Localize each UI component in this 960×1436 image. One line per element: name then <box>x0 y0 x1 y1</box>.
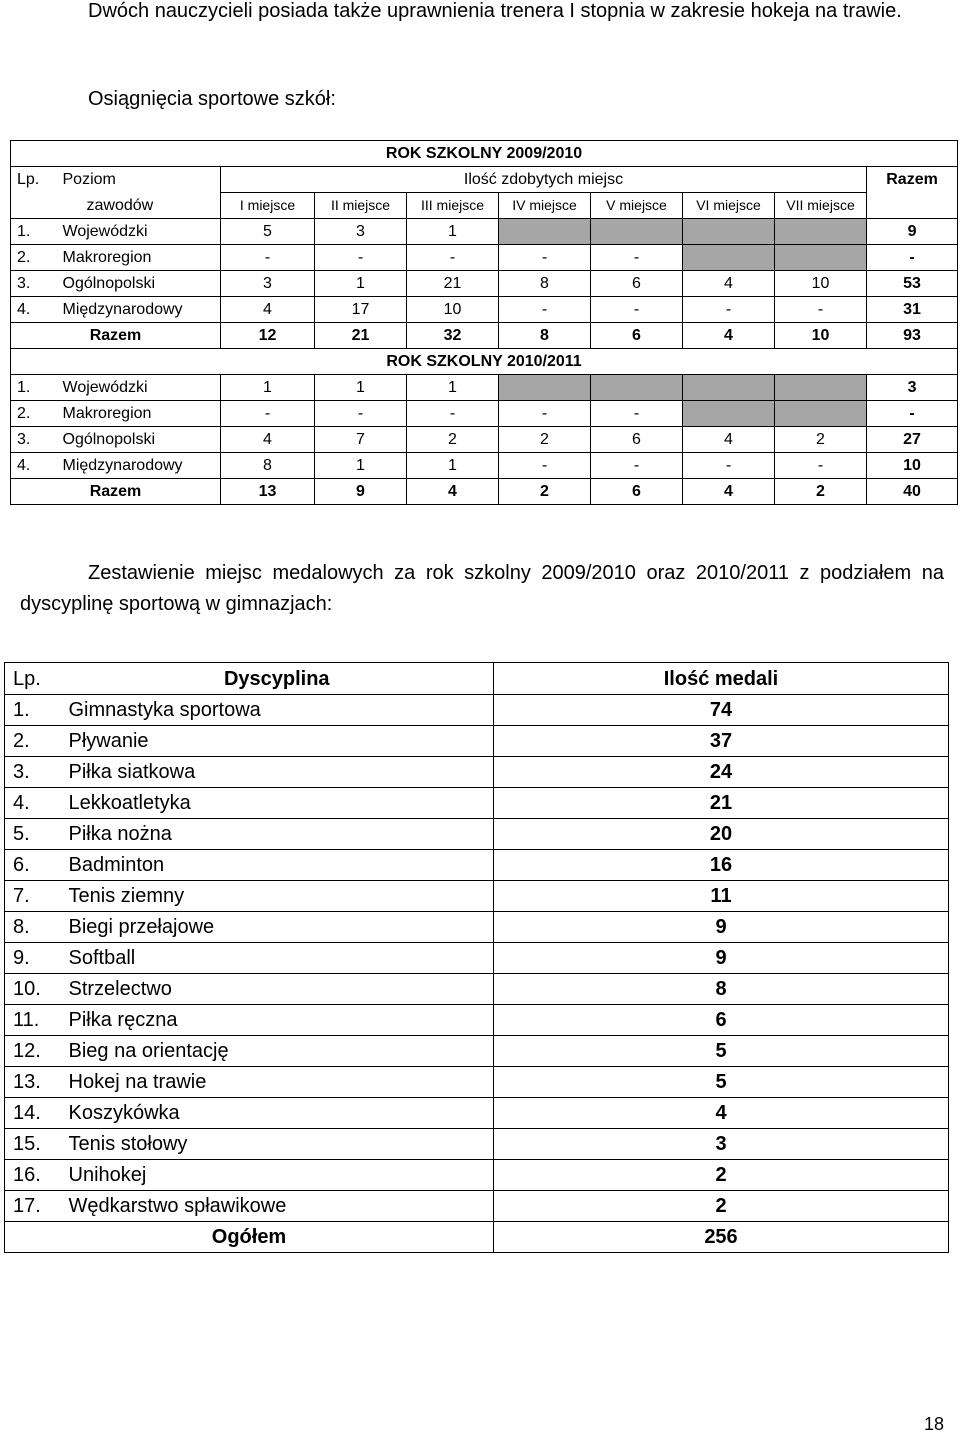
row-number: 15. <box>5 1129 61 1160</box>
sum-label: Razem <box>11 479 221 505</box>
row-number: 5. <box>5 819 61 850</box>
medal-count: 20 <box>494 819 949 850</box>
medal-count: 2 <box>494 1191 949 1222</box>
medals-table <box>4 662 949 1253</box>
place-count: 1 <box>315 453 407 479</box>
discipline-name: Piłka nożna <box>61 819 494 850</box>
sum-value: 12 <box>221 323 315 349</box>
row-number: 1. <box>11 375 57 401</box>
row-number: 4. <box>11 453 57 479</box>
shaded-cell <box>591 219 683 245</box>
row-number: 14. <box>5 1098 61 1129</box>
medal-count: 5 <box>494 1036 949 1067</box>
competition-level: Wojewódzki <box>57 375 221 401</box>
header-row <box>11 167 958 193</box>
discipline-name: Koszykówka <box>61 1098 494 1129</box>
place-count: - <box>221 401 315 427</box>
header-row <box>11 193 958 219</box>
shaded-cell <box>775 375 867 401</box>
discipline-header: Dyscyplina <box>61 663 494 695</box>
row-number: 3. <box>5 757 61 788</box>
sum-value: 8 <box>499 323 591 349</box>
medal-count: 3 <box>494 1129 949 1160</box>
place-count: 8 <box>499 271 591 297</box>
results-row <box>11 271 958 297</box>
results-row <box>11 245 958 271</box>
results-row <box>11 375 958 401</box>
place-count: - <box>683 297 775 323</box>
medal-row <box>5 912 949 943</box>
medal-count: 11 <box>494 881 949 912</box>
place-count: 4 <box>683 271 775 297</box>
row-number: 13. <box>5 1067 61 1098</box>
place-count: 1 <box>315 271 407 297</box>
place-header: III miejsce <box>407 193 499 219</box>
place-count: 1 <box>221 375 315 401</box>
place-count: - <box>591 245 683 271</box>
year-row <box>11 349 958 375</box>
places-header: Ilość zdobytych miejsc <box>221 167 867 193</box>
place-header: VI miejsce <box>683 193 775 219</box>
row-total: 9 <box>867 219 958 245</box>
sum-label: Razem <box>11 323 221 349</box>
medal-row <box>5 1129 949 1160</box>
discipline-name: Unihokej <box>61 1160 494 1191</box>
razem-header-cont <box>867 193 958 219</box>
shaded-cell <box>499 219 591 245</box>
row-number: 2. <box>5 726 61 757</box>
competition-level: Wojewódzki <box>57 219 221 245</box>
row-number: 16. <box>5 1160 61 1191</box>
medal-count: 24 <box>494 757 949 788</box>
discipline-name: Strzelectwo <box>61 974 494 1005</box>
discipline-name: Piłka ręczna <box>61 1005 494 1036</box>
place-count: 1 <box>315 375 407 401</box>
row-total: 53 <box>867 271 958 297</box>
shaded-cell <box>683 219 775 245</box>
row-number: 8. <box>5 912 61 943</box>
discipline-name: Badminton <box>61 850 494 881</box>
summary-paragraph <box>20 558 944 620</box>
discipline-name: Pływanie <box>61 726 494 757</box>
achievements-heading-text: Osiągnięcia sportowe szkół: <box>88 88 336 110</box>
discipline-name: Biegi przełajowe <box>61 912 494 943</box>
medal-count: 21 <box>494 788 949 819</box>
medals-total-row <box>5 1222 949 1253</box>
medal-row <box>5 881 949 912</box>
shaded-cell <box>683 245 775 271</box>
sum-row <box>11 479 958 505</box>
competition-level: Makroregion <box>57 401 221 427</box>
medal-row <box>5 757 949 788</box>
place-count: 1 <box>407 219 499 245</box>
sum-value: 4 <box>683 323 775 349</box>
place-header: IV miejsce <box>499 193 591 219</box>
sum-value: 4 <box>683 479 775 505</box>
poziom-header: Poziom <box>57 167 221 193</box>
medals-header-row <box>5 663 949 695</box>
place-count: - <box>591 297 683 323</box>
place-count: - <box>683 453 775 479</box>
medal-count-header: Ilość medali <box>494 663 949 695</box>
results-row <box>11 427 958 453</box>
row-total: 27 <box>867 427 958 453</box>
place-count: 10 <box>407 297 499 323</box>
place-header: V miejsce <box>591 193 683 219</box>
shaded-cell <box>591 375 683 401</box>
sum-total: 93 <box>867 323 958 349</box>
medal-row <box>5 974 949 1005</box>
place-count: 4 <box>221 427 315 453</box>
results-row <box>11 219 958 245</box>
place-count: - <box>499 401 591 427</box>
sum-value: 10 <box>775 323 867 349</box>
sum-value: 9 <box>315 479 407 505</box>
competition-level: Ogólnopolski <box>57 427 221 453</box>
medal-row <box>5 943 949 974</box>
discipline-name: Softball <box>61 943 494 974</box>
place-count: 8 <box>221 453 315 479</box>
achievements-heading <box>20 84 944 115</box>
total-count: 256 <box>494 1222 949 1253</box>
place-header: II miejsce <box>315 193 407 219</box>
medal-row <box>5 1005 949 1036</box>
place-count: 6 <box>591 271 683 297</box>
place-count: - <box>407 245 499 271</box>
place-count: 10 <box>775 271 867 297</box>
place-count: - <box>221 245 315 271</box>
razem-header: Razem <box>867 167 958 193</box>
lp-header: Lp. <box>11 167 57 193</box>
place-count: - <box>315 401 407 427</box>
row-number: 11. <box>5 1005 61 1036</box>
place-count: 3 <box>221 271 315 297</box>
medal-count: 4 <box>494 1098 949 1129</box>
medal-count: 5 <box>494 1067 949 1098</box>
sum-value: 6 <box>591 479 683 505</box>
place-count: 4 <box>683 427 775 453</box>
results-table <box>10 140 958 505</box>
medal-count: 9 <box>494 912 949 943</box>
competition-level: Międzynarodowy <box>57 453 221 479</box>
row-number: 17. <box>5 1191 61 1222</box>
place-count: - <box>591 453 683 479</box>
sum-value: 6 <box>591 323 683 349</box>
sum-value: 2 <box>775 479 867 505</box>
row-number: 4. <box>5 788 61 819</box>
row-number: 3. <box>11 427 57 453</box>
competition-level: Ogólnopolski <box>57 271 221 297</box>
sum-value: 32 <box>407 323 499 349</box>
sum-value: 13 <box>221 479 315 505</box>
row-number: 1. <box>11 219 57 245</box>
discipline-name: Piłka siatkowa <box>61 757 494 788</box>
shaded-cell <box>775 245 867 271</box>
row-number: 9. <box>5 943 61 974</box>
medal-row <box>5 850 949 881</box>
results-table-body <box>11 141 958 505</box>
row-number: 6. <box>5 850 61 881</box>
medal-count: 9 <box>494 943 949 974</box>
discipline-name: Tenis stołowy <box>61 1129 494 1160</box>
competition-level: Międzynarodowy <box>57 297 221 323</box>
lp-header-cont <box>11 193 57 219</box>
row-total: 3 <box>867 375 958 401</box>
shaded-cell <box>775 401 867 427</box>
row-number: 7. <box>5 881 61 912</box>
results-row <box>11 401 958 427</box>
row-number: 10. <box>5 974 61 1005</box>
place-count: - <box>499 297 591 323</box>
place-count: 2 <box>499 427 591 453</box>
medal-count: 16 <box>494 850 949 881</box>
place-count: - <box>775 297 867 323</box>
results-row <box>11 453 958 479</box>
medal-count: 37 <box>494 726 949 757</box>
medal-row <box>5 788 949 819</box>
place-count: 2 <box>775 427 867 453</box>
row-number: 12. <box>5 1036 61 1067</box>
shaded-cell <box>499 375 591 401</box>
medal-count: 6 <box>494 1005 949 1036</box>
total-label: Ogółem <box>5 1222 494 1253</box>
discipline-name: Tenis ziemny <box>61 881 494 912</box>
place-count: 6 <box>591 427 683 453</box>
shaded-cell <box>683 401 775 427</box>
year-row <box>11 141 958 167</box>
discipline-name: Lekkoatletyka <box>61 788 494 819</box>
row-total: 31 <box>867 297 958 323</box>
sum-row <box>11 323 958 349</box>
place-count: 7 <box>315 427 407 453</box>
shaded-cell <box>683 375 775 401</box>
medal-count: 8 <box>494 974 949 1005</box>
medal-row <box>5 1160 949 1191</box>
discipline-name: Hokej na trawie <box>61 1067 494 1098</box>
medal-row <box>5 1067 949 1098</box>
intro-text: Dwóch nauczycieli posiada także uprawnienia trenera I stopnia w zakresie hokeja na trawie. <box>88 0 902 22</box>
place-count: - <box>591 401 683 427</box>
place-count: - <box>315 245 407 271</box>
place-header: VII miejsce <box>775 193 867 219</box>
place-count: - <box>499 245 591 271</box>
place-count: - <box>407 401 499 427</box>
row-total: - <box>867 401 958 427</box>
row-number: 2. <box>11 401 57 427</box>
zawodow-header: zawodów <box>57 193 221 219</box>
discipline-name: Gimnastyka sportowa <box>61 695 494 726</box>
place-count: 2 <box>407 427 499 453</box>
place-count: 3 <box>315 219 407 245</box>
place-count: 5 <box>221 219 315 245</box>
place-header: I miejsce <box>221 193 315 219</box>
row-number: 4. <box>11 297 57 323</box>
row-total: - <box>867 245 958 271</box>
page-number: 18 <box>923 1414 944 1434</box>
row-total: 10 <box>867 453 958 479</box>
place-count: - <box>499 453 591 479</box>
place-count: 17 <box>315 297 407 323</box>
sum-value: 2 <box>499 479 591 505</box>
sum-value: 4 <box>407 479 499 505</box>
competition-level: Makroregion <box>57 245 221 271</box>
place-count: 21 <box>407 271 499 297</box>
place-count: - <box>775 453 867 479</box>
medal-count: 2 <box>494 1160 949 1191</box>
medal-row <box>5 1191 949 1222</box>
row-number: 2. <box>11 245 57 271</box>
medal-row <box>5 1098 949 1129</box>
intro-paragraph <box>20 0 944 27</box>
results-row <box>11 297 958 323</box>
medal-row <box>5 819 949 850</box>
discipline-name: Bieg na orientację <box>61 1036 494 1067</box>
shaded-cell <box>775 219 867 245</box>
sum-value: 21 <box>315 323 407 349</box>
lp-header: Lp. <box>5 663 61 695</box>
medal-count: 74 <box>494 695 949 726</box>
row-number: 1. <box>5 695 61 726</box>
medals-table-body <box>5 663 949 1253</box>
medal-row <box>5 726 949 757</box>
school-year-heading: ROK SZKOLNY 2009/2010 <box>11 141 958 167</box>
place-count: 1 <box>407 375 499 401</box>
place-count: 1 <box>407 453 499 479</box>
summary-text: Zestawienie miejsc medalowych za rok szkolny 2009/2010 oraz 2010/2011 z podziałem na dyscyplinę sportową w gimnazjach: <box>20 562 944 615</box>
medal-row <box>5 1036 949 1067</box>
place-count: 4 <box>221 297 315 323</box>
row-number: 3. <box>11 271 57 297</box>
medal-row <box>5 695 949 726</box>
school-year-heading: ROK SZKOLNY 2010/2011 <box>11 349 958 375</box>
sum-total: 40 <box>867 479 958 505</box>
discipline-name: Wędkarstwo spławikowe <box>61 1191 494 1222</box>
